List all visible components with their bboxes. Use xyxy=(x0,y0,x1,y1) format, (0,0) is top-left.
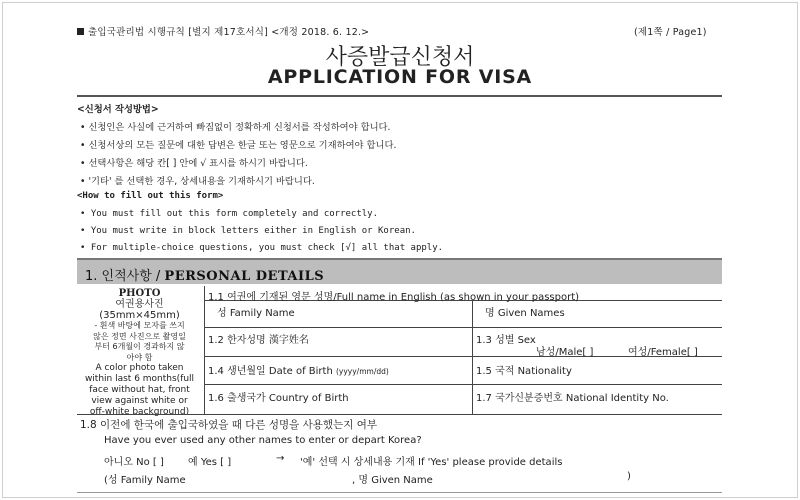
instruction-ko-2: • 신청서상의 모든 질문에 대한 답변은 한글 또는 영문으로 기재하여야 합니다. xyxy=(80,140,397,151)
close-paren: ) xyxy=(627,471,631,482)
instruction-en-3: • For multiple-choice questions, you must check [√] all that apply. xyxy=(80,243,444,253)
dob-input[interactable] xyxy=(205,372,471,383)
question-1-8-ko: 1.8 이전에 한국에 출입국하였을 때 다른 성명을 사용했는지 여부 xyxy=(80,419,377,431)
given-names-input[interactable] xyxy=(473,314,721,326)
sex-male-checkbox[interactable]: 남성/Male[ ] xyxy=(536,347,594,358)
regulation-text: 출입국관리법 시행규칙 [별지 제17호서식] <개정 2018. 6. 12.> xyxy=(88,27,370,38)
section-title xyxy=(85,265,324,284)
dob-format-hint: (yyyy/mm/dd) xyxy=(336,367,389,376)
instructions-en-heading: <How to fill out this form> xyxy=(77,191,224,201)
national-id-input[interactable] xyxy=(473,400,721,413)
photo-size: (35mm×45mm) xyxy=(99,310,180,321)
photo-note-en-4: view against white or xyxy=(91,396,188,406)
hanja-name-input[interactable] xyxy=(205,342,471,355)
section-title-en: PERSONAL DETAILS xyxy=(164,269,325,284)
instructions-ko-heading: <신청서 작성방법> xyxy=(77,104,159,115)
photo-note-en-2: within last 6 months(full xyxy=(84,374,195,384)
photo-label-ko: 여권용사진 xyxy=(115,299,164,310)
other-names-no-checkbox[interactable]: 아니오 No [ ] xyxy=(104,457,164,468)
bottom-line xyxy=(77,492,722,493)
photo-box[interactable] xyxy=(77,286,202,417)
other-names-yes-checkbox[interactable]: 예 Yes [ ] xyxy=(188,457,232,468)
photo-title: PHOTO xyxy=(118,288,161,299)
question-1-8-en: Have you ever used any other names to enter or depart Korea? xyxy=(104,435,422,446)
photo-note-ko-1: - 흰색 바탕에 모자를 쓰지 xyxy=(94,321,185,330)
family-name-input[interactable] xyxy=(205,314,471,326)
instruction-en-1: • You must fill out this form completely and correctly. xyxy=(80,209,379,219)
title-korean: 사증발급신청서 xyxy=(325,45,475,70)
section-title-ko: 1. 인적사항 / xyxy=(85,269,165,284)
instruction-en-2: • You must write in block letters either in English or Korean. xyxy=(80,226,416,236)
field-1-1-label: 1.1 여권에 기재된 영문 성명/Full name in English (as shown in your passport) xyxy=(208,292,580,303)
photo-note-ko-3: 부터 6개월이 경과하지 않 xyxy=(94,342,185,351)
field-1-2-label: 1.2 한자성명 漢字姓名 xyxy=(208,335,309,346)
field-1-7-label: 1.7 국가신분증번호 National Identity No. xyxy=(476,393,669,404)
section-personal-details-header xyxy=(77,258,722,284)
country-of-birth-input[interactable] xyxy=(205,400,471,413)
other-given-name-input[interactable] xyxy=(430,469,620,483)
field-1-5-label: 1.5 국적 Nationality xyxy=(476,366,572,377)
sex-female-checkbox[interactable]: 여성/Female[ ] xyxy=(628,347,698,358)
square-bullet-icon xyxy=(77,28,84,35)
row-line-2 xyxy=(204,327,722,328)
other-given-name-label: , 명 Given Name xyxy=(352,475,433,486)
other-family-name-input[interactable] xyxy=(190,469,350,483)
other-family-name-label: (성 Family Name xyxy=(104,475,186,486)
row-line-4 xyxy=(204,384,722,385)
if-yes-instruction: '예' 선택 시 상세내용 기재 If 'Yes' please provide details xyxy=(300,457,563,468)
instruction-ko-1: • 신청인은 사실에 근거하여 빠짐없이 정확하게 신청서를 작성하여야 합니다. xyxy=(80,122,391,133)
photo-note-en-1: A color photo taken xyxy=(95,363,184,373)
photo-note-ko-4: 아야 함 xyxy=(126,352,153,362)
field-1-3-label: 1.3 성별 Sex xyxy=(476,335,536,346)
photo-note-ko-2: 않은 정면 사진으로 촬영일 xyxy=(93,331,186,341)
instruction-ko-3: • 선택사항은 해당 칸[ ] 안에 √ 표시를 하시기 바랍니다. xyxy=(80,158,308,169)
regulation-reference xyxy=(77,24,369,38)
photo-note-en-3: face without hat, front xyxy=(89,385,190,395)
field-1-6-label: 1.6 출생국가 Country of Birth xyxy=(208,393,349,404)
dob-label: 1.4 생년월일 Date of Birth xyxy=(208,366,333,377)
family-name-label: 성 Family Name xyxy=(217,308,295,319)
arrow-right-icon: → xyxy=(276,453,285,464)
title-english: APPLICATION FOR VISA xyxy=(267,66,533,88)
instruction-ko-4: • '기타' 를 선택한 경우, 상세내용을 기재하시기 바랍니다. xyxy=(80,176,315,187)
page-indicator: (제1쪽 / Page1) xyxy=(634,27,707,38)
photo-note-en-5: off-white background) xyxy=(89,407,190,417)
given-names-label: 명 Given Names xyxy=(485,308,565,319)
nationality-input[interactable] xyxy=(473,372,721,383)
title-divider xyxy=(77,95,722,97)
row-line-5 xyxy=(77,414,722,415)
